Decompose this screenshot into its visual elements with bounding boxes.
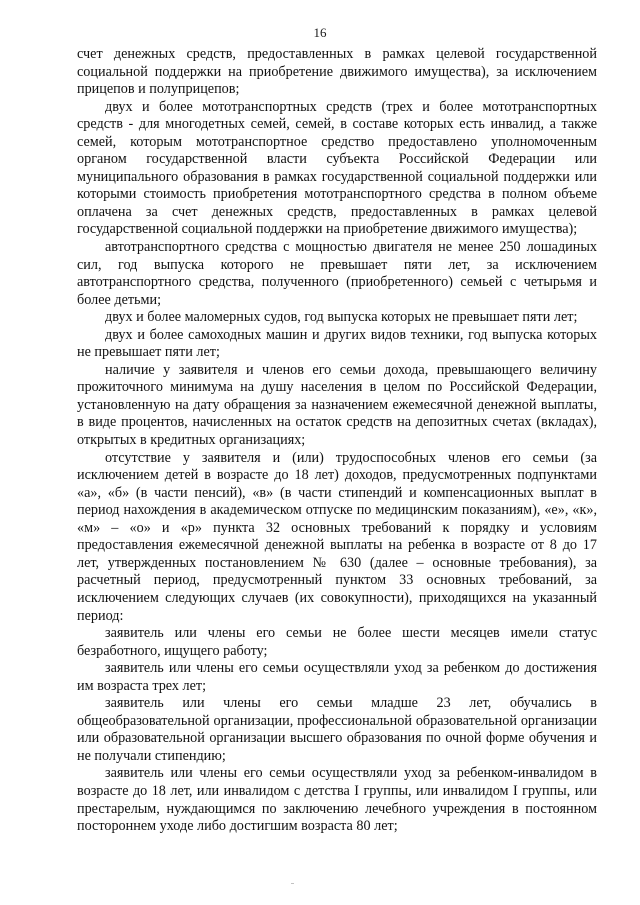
- paragraph-small-vessels: двух и более маломерных судов, год выпуска которых не превышает пяти лет;: [105, 309, 578, 326]
- paragraph-full-time-students: заявитель или члены его семьи младше 23 лет, обучались в общеобразовательной организации, профессиональной образовательной организации или образовательной организации высшего образования по очной форме обучения и не получали стипендию;: [77, 695, 597, 764]
- paragraph-motor-vehicles: двух и более мототранспортных средств (трех и более мототранспортных средств - для многодетных семей, семей, в составе которых есть инвалид, а также семей, которым мототранспортное средство предоставлено уполномоченным органом государственной власти субъекта Российской Федерации или муниципального образования в рамках государственной социальной поддержки или которыми стоимость приобретения мототранспортного средства в полном объеме оплачена за счет денежных средств, предоставленных в рамках целевой государственной социальной поддержки на приобретение движимого имущества);: [77, 98, 597, 238]
- paragraph-self-propelled-machines: двух и более самоходных машин и других видов техники, год выпуска которых не превышает пяти лет;: [77, 326, 597, 361]
- page-number: 16: [313, 25, 327, 40]
- paragraph-absence-of-income: отсутствие у заявителя и (или) трудоспособных членов его семьи (за исключением детей в возрасте до 18 лет) доходов, предусмотренных подпунктами «а», «б» (в части пенсий), «в» (в части стипендий и компенсационных выплат в период нахождения в академическом отпуске по медицинским показаниям), «е», «к», «м» – «о» и «р» пункта 32 основных требований к порядку и условиям предоставления ежемесячной денежной выплаты на ребенка в возрасте от 8 до 17 лет, утвержденных постановлением № 630 (далее – основные требования), за расчетный период, предусмотренный пунктом 33 основных требований, за исключением следующих случаев (их совокупности), приходящихся на указанный период:: [77, 449, 597, 624]
- paragraph-unemployed-status: заявитель или члены его семьи не более шести месяцев имели статус безработного, ищущего работу;: [77, 625, 597, 659]
- paragraph-care-for-disabled-elderly: заявитель или члены его семьи осуществляли уход за ребенком-инвалидом в возрасте до 18 лет, или инвалидом с детства I группы, или инвалидом I группы, или престарелым, нуждающимся по заключению лечебного учреждения в постоянном постороннем уходе либо достигшим возраста 80 лет;: [77, 765, 597, 835]
- paragraph-high-power-vehicle: автотранспортного средства с мощностью двигателя не менее 250 лошадиных сил, год выпуска которого не превышает пяти лет, за исключением автотранспортного средства, полученного (приобретенного) семьей с четырьмя и более детьми;: [77, 239, 597, 308]
- document-body: [77, 46, 597, 836]
- paragraph-deposit-interest-income: наличие у заявителя и членов его семьи дохода, превышающего величину прожиточного минимума на душу населения в целом по Российской Федерации, установленную на дату обращения за назначением ежемесячной денежной выплаты, в виде процентов, начисленных на остаток средств на депозитных счетах (вкладах), открытых в кредитных организациях;: [77, 361, 597, 449]
- scan-speck: [291, 883, 294, 884]
- paragraph-movable-property-continuation: счет денежных средств, предоставленных в рамках целевой государственной социальной поддержки на приобретение движимого имущества), за исключением прицепов и полуприцепов;: [77, 46, 597, 98]
- paragraph-childcare-under-three: заявитель или члены его семьи осуществляли уход за ребенком до достижения им возраста трех лет;: [77, 660, 597, 694]
